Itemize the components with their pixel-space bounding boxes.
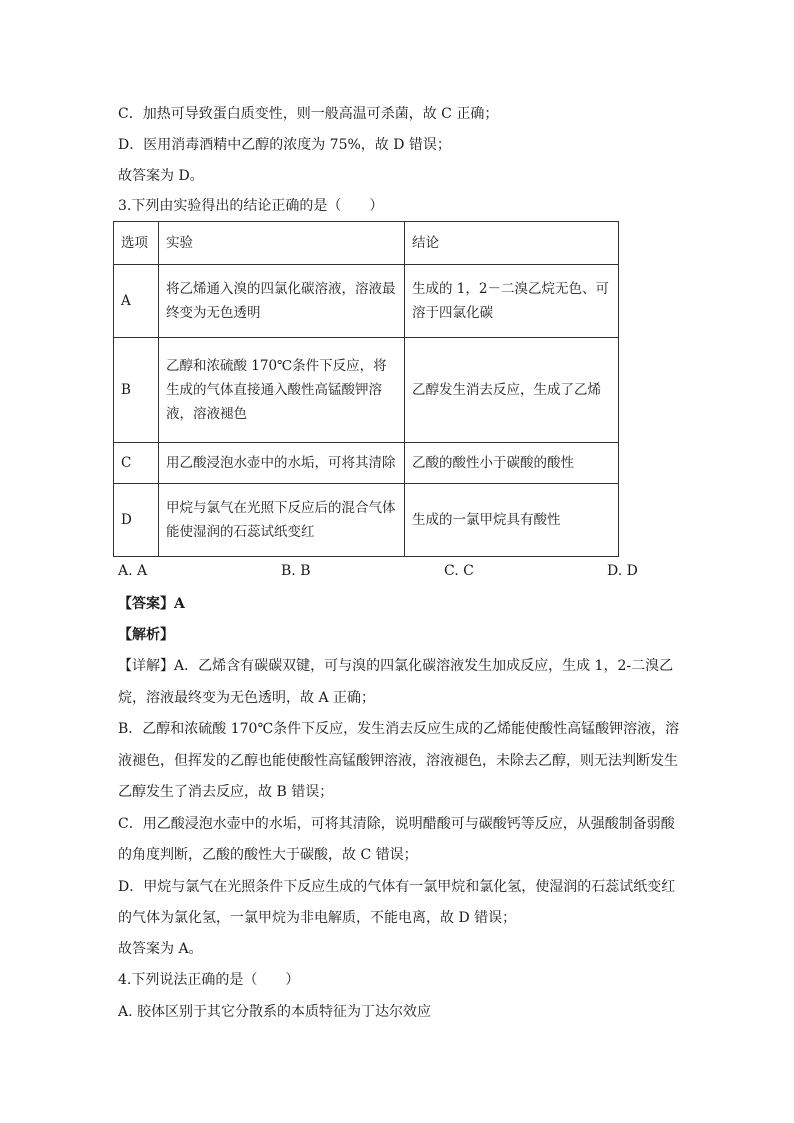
detail-line: C．用乙酸浸泡水壶中的水垢，可将其清除，说明醋酸可与碳酸钙等反应，从强酸制备弱酸	[118, 816, 675, 832]
prev-explanation-d: D．医用消毒酒精中乙醇的浓度为 75%，故 D 错误；	[118, 137, 451, 153]
table-row	[114, 265, 619, 338]
table-header-row	[114, 222, 619, 265]
table-row	[114, 338, 619, 443]
answer-label: 【答案】A	[118, 596, 185, 612]
row-experiment: 用乙酸浸泡水壶中的水垢，可将其清除	[159, 443, 405, 484]
detail-line: 故答案为 A。	[118, 941, 203, 957]
detail-line: 的角度判断，乙酸的酸性大于碳酸，故 C 错误；	[118, 847, 418, 863]
row-experiment: 乙醇和浓硫酸 170℃条件下反应，将生成的气体直接通入酸性高锰酸钾溶液，溶液褪色	[159, 338, 405, 443]
row-option: A	[114, 265, 159, 338]
prev-explanation-c: C．加热可导致蛋白质变性，则一般高温可杀菌，故 C 正确；	[118, 106, 499, 122]
choice-c: C. C	[444, 563, 474, 579]
row-conclusion: 生成的 1，2－二溴乙烷无色、可溶于四氯化碳	[405, 265, 619, 338]
question-4-stem: 4.下列说法正确的是（ ）	[118, 972, 300, 988]
detail-line: 乙醇发生了消去反应，故 B 错误；	[118, 784, 334, 800]
choice-b: B. B	[281, 563, 311, 579]
prev-answer: 故答案为 D。	[118, 168, 204, 184]
header-experiment: 实验	[159, 222, 405, 265]
row-experiment: 甲烷与氯气在光照下反应后的混合气体能使湿润的石蕊试纸变红	[159, 484, 405, 557]
row-conclusion: 乙酸的酸性小于碳酸的酸性	[405, 443, 619, 484]
detail-line: 液褪色，但挥发的乙醇也能使酸性高锰酸钾溶液，溶液褪色，未除去乙醇，则无法判断发生	[118, 753, 678, 769]
choice-d: D. D	[607, 563, 638, 579]
row-conclusion: 生成的一氯甲烷具有酸性	[405, 484, 619, 557]
question-4-option-a: A. 胶体区别于其它分散系的本质特征为丁达尔效应	[118, 1004, 432, 1020]
experiment-table	[113, 221, 619, 557]
detail-line: 【详解】A．乙烯含有碳碳双键，可与溴的四氯化碳溶液发生加成反应，生成 1，2-二溴乙	[118, 658, 674, 674]
row-option: B	[114, 338, 159, 443]
row-conclusion: 乙醇发生消去反应，生成了乙烯	[405, 338, 619, 443]
analysis-label: 【解析】	[118, 627, 174, 643]
choice-a: A. A	[118, 563, 148, 579]
answer-choices	[118, 563, 638, 583]
detail-line: D．甲烷与氯气在光照条件下反应生成的气体有一氯甲烷和氯化氢，使湿润的石蕊试纸变红	[118, 879, 676, 895]
detail-line: 烷，溶液最终变为无色透明，故 A 正确；	[118, 690, 376, 706]
row-experiment: 将乙烯通入溴的四氯化碳溶液，溶液最终变为无色透明	[159, 265, 405, 338]
header-conclusion: 结论	[405, 222, 619, 265]
header-option: 选项	[114, 222, 159, 265]
question-3-stem: 3.下列由实验得出的结论正确的是（ ）	[118, 198, 384, 214]
detail-line: B．乙醇和浓硫酸 170℃条件下反应，发生消去反应生成的乙烯能使酸性高锰酸钾溶液，溶	[118, 721, 680, 737]
detail-line: 的气体为氯化氢，一氯甲烷为非电解质，不能电离，故 D 错误；	[118, 910, 517, 926]
row-option: C	[114, 443, 159, 484]
table-row	[114, 443, 619, 484]
table-row	[114, 484, 619, 557]
row-option: D	[114, 484, 159, 557]
